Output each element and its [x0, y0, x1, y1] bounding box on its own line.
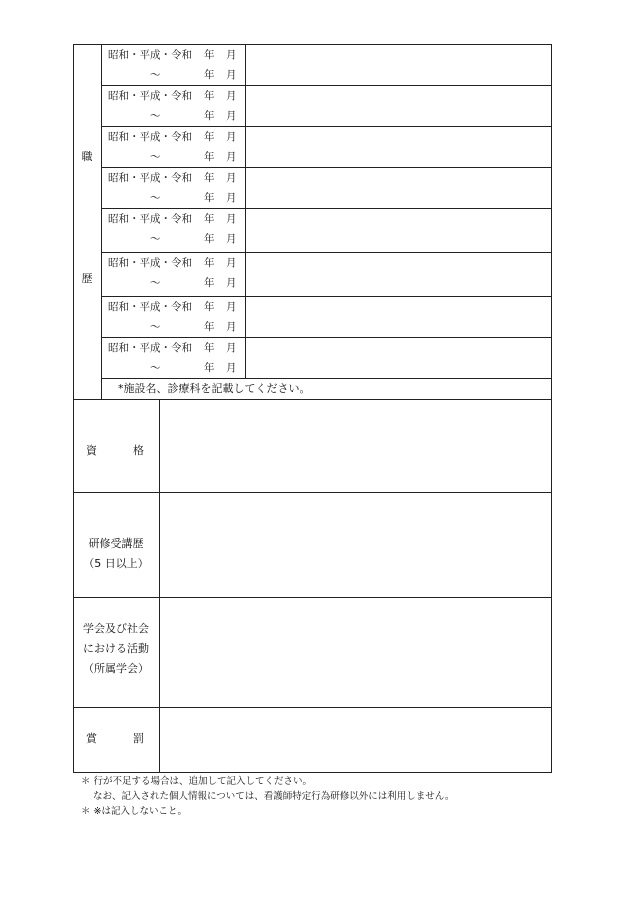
tilde-label: 〜 — [150, 233, 161, 245]
year-label: 年 — [204, 69, 215, 81]
footnote-1: ＊ 行が不足する場合は、追加して記入してください。 — [81, 776, 313, 787]
month-label: 月 — [226, 257, 237, 269]
career-label-top: 職 — [81, 150, 93, 163]
year-label: 年 — [204, 90, 215, 102]
era-label: 昭和・平成・令和 — [108, 342, 192, 354]
qualifications-label-b: 格 — [133, 444, 144, 457]
tilde-label: 〜 — [150, 277, 161, 289]
career-row-separator — [101, 296, 552, 297]
month-label: 月 — [226, 49, 237, 61]
month-label: 月 — [226, 233, 237, 245]
society-label-line2: における活動 — [83, 642, 149, 655]
training-label-line2: （5 日以上） — [83, 557, 149, 570]
year-label: 年 — [204, 342, 215, 354]
month-label: 月 — [226, 110, 237, 122]
month-label: 月 — [226, 90, 237, 102]
tilde-label: 〜 — [150, 362, 161, 374]
month-label: 月 — [226, 172, 237, 184]
era-label: 昭和・平成・令和 — [108, 90, 192, 102]
era-label: 昭和・平成・令和 — [108, 49, 192, 61]
month-label: 月 — [226, 151, 237, 163]
era-label: 昭和・平成・令和 — [108, 213, 192, 225]
era-label: 昭和・平成・令和 — [108, 172, 192, 184]
footnote-3: ＊ ※は記入しないこと。 — [81, 806, 187, 817]
section-separator — [73, 399, 552, 400]
year-label: 年 — [204, 362, 215, 374]
career-row-separator — [101, 208, 552, 209]
month-label: 月 — [226, 131, 237, 143]
year-label: 年 — [204, 257, 215, 269]
month-label: 月 — [226, 69, 237, 81]
month-label: 月 — [226, 321, 237, 333]
month-label: 月 — [226, 277, 237, 289]
tilde-label: 〜 — [150, 110, 161, 122]
career-note: *施設名、診療科を記載してください。 — [118, 382, 311, 395]
year-label: 年 — [204, 192, 215, 204]
qualifications-label-a: 資 — [86, 444, 97, 457]
footnote-2: なお、記入された個人情報については、看護師特定行為研修以外には利用しません。 — [93, 791, 455, 802]
year-label: 年 — [204, 131, 215, 143]
awards-label-a: 賞 — [86, 732, 97, 745]
month-label: 月 — [226, 362, 237, 374]
career-row-separator — [101, 167, 552, 168]
tilde-label: 〜 — [150, 69, 161, 81]
era-label: 昭和・平成・令和 — [108, 301, 192, 313]
year-label: 年 — [204, 110, 215, 122]
society-label-line3: （所属学会） — [83, 662, 149, 675]
section-separator — [73, 597, 552, 598]
month-label: 月 — [226, 213, 237, 225]
tilde-label: 〜 — [150, 192, 161, 204]
career-row-separator — [101, 85, 552, 86]
month-label: 月 — [226, 301, 237, 313]
year-label: 年 — [204, 321, 215, 333]
tilde-label: 〜 — [150, 321, 161, 333]
year-label: 年 — [204, 233, 215, 245]
awards-label-b: 罰 — [133, 732, 144, 745]
year-label: 年 — [204, 301, 215, 313]
year-label: 年 — [204, 277, 215, 289]
lower-label-divider — [159, 399, 160, 773]
year-label: 年 — [204, 49, 215, 61]
career-row-separator — [101, 337, 552, 338]
section-separator — [73, 707, 552, 708]
career-row-separator — [101, 252, 552, 253]
section-separator — [73, 492, 552, 493]
training-label-line1: 研修受講歴 — [88, 537, 144, 550]
month-label: 月 — [226, 342, 237, 354]
tilde-label: 〜 — [150, 151, 161, 163]
society-label-line1: 学会及び社会 — [83, 622, 149, 635]
year-label: 年 — [204, 172, 215, 184]
era-label: 昭和・平成・令和 — [108, 131, 192, 143]
month-label: 月 — [226, 192, 237, 204]
career-label-bottom: 歴 — [81, 272, 93, 285]
career-label-divider — [101, 44, 102, 399]
era-label: 昭和・平成・令和 — [108, 257, 192, 269]
career-row-separator — [101, 126, 552, 127]
career-date-divider — [245, 44, 246, 378]
year-label: 年 — [204, 213, 215, 225]
career-row-separator — [101, 378, 552, 379]
year-label: 年 — [204, 151, 215, 163]
